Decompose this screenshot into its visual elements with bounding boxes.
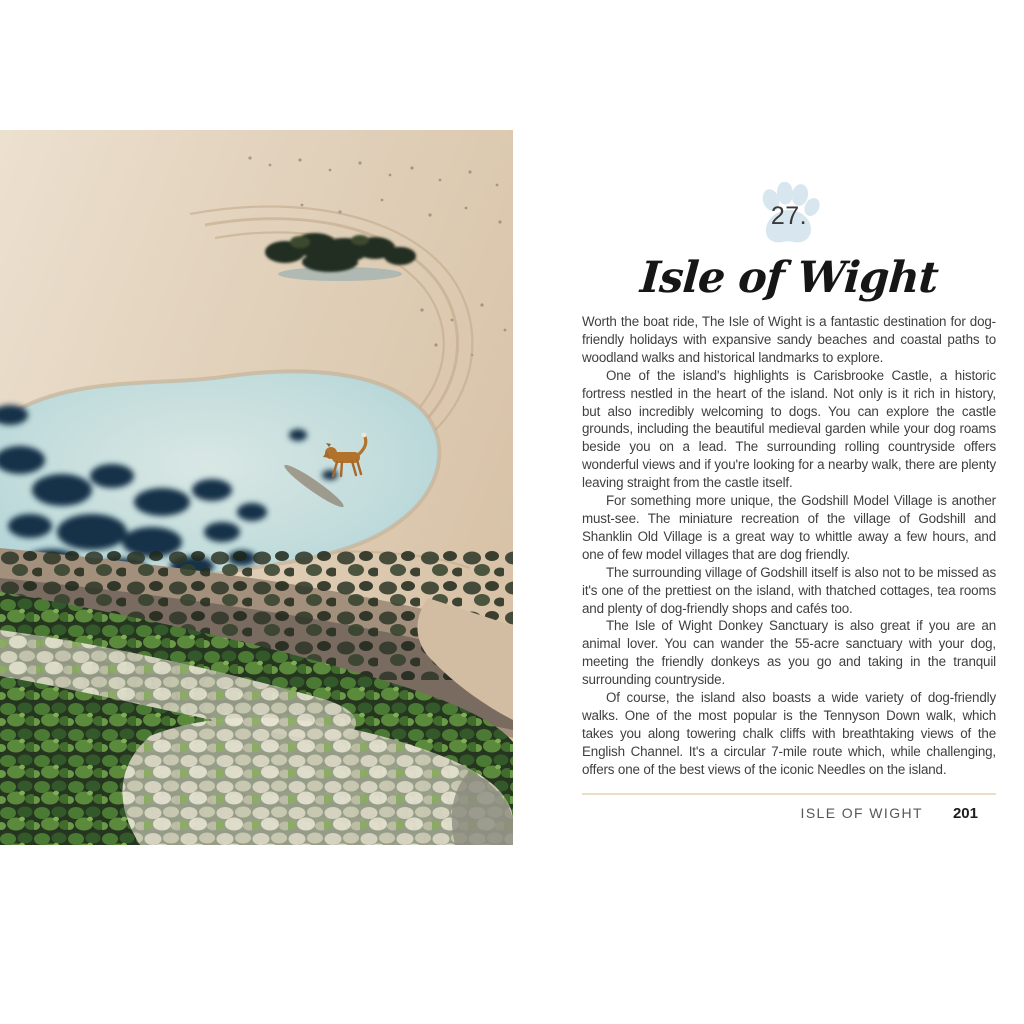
footer-section-label: ISLE OF WIGHT [800, 804, 923, 821]
chapter-title: Isle of Wight [638, 253, 940, 303]
body-paragraph: The surrounding village of Godshill itself is also not to be missed as it's one of the prettiest on the island, with thatched cottages, tea rooms and plenty of dog-friendly shops and cafés too. [582, 564, 996, 616]
body-paragraph: For something more unique, the Godshill Model Village is another must-see. The miniature recreation of the village of Godshill and Shanklin Old Village is a great way to whittle away a few hours, and one of few model villages that are dog friendly. [582, 493, 996, 562]
chapter-header [582, 182, 996, 304]
page-content [582, 182, 996, 822]
chapter-number: 27. [770, 202, 808, 230]
body-paragraph: Of course, the island also boasts a wide variety of dog-friendly walks. One of the most popular is the Tennyson Down walk, which takes you along towering chalk cliffs with breathtaking views of the English Channel. It's a circular 7-mile route which, while challenging, offers one of the best views of the iconic Needles on the island. [582, 690, 996, 777]
body-paragraph: One of the island's highlights is Carisbrooke Castle, a historic fortress nestled in the heart of the island. Not only is it rich in history, but also incredibly welcoming to dogs. You can explore the castle grounds, including the beautiful medieval garden while your dog roams beside you on a lead. The surrounding rolling countryside offers wonderful views and if you're looking for a nearby walk, there are plenty leaving straight from the castle itself. [582, 367, 996, 491]
beach-photo [0, 130, 513, 845]
paw-badge [751, 182, 827, 248]
beach-photo-illustration [0, 130, 513, 845]
article-body [582, 313, 996, 779]
footer-page-number: 201 [952, 804, 978, 822]
body-paragraph: Worth the boat ride, The Isle of Wight is a fantastic destination for dog-friendly holidays with expansive sandy beaches and coastal paths to woodland walks and historical landmarks to explore. [582, 314, 996, 365]
body-paragraph: The Isle of Wight Donkey Sanctuary is also great if you are an animal lover. You can wander the 55-acre sanctuary with your dog, meeting the friendly donkeys as you go and taking in the tranquil surrounding countryside. [582, 618, 996, 688]
page-footer [582, 793, 996, 822]
